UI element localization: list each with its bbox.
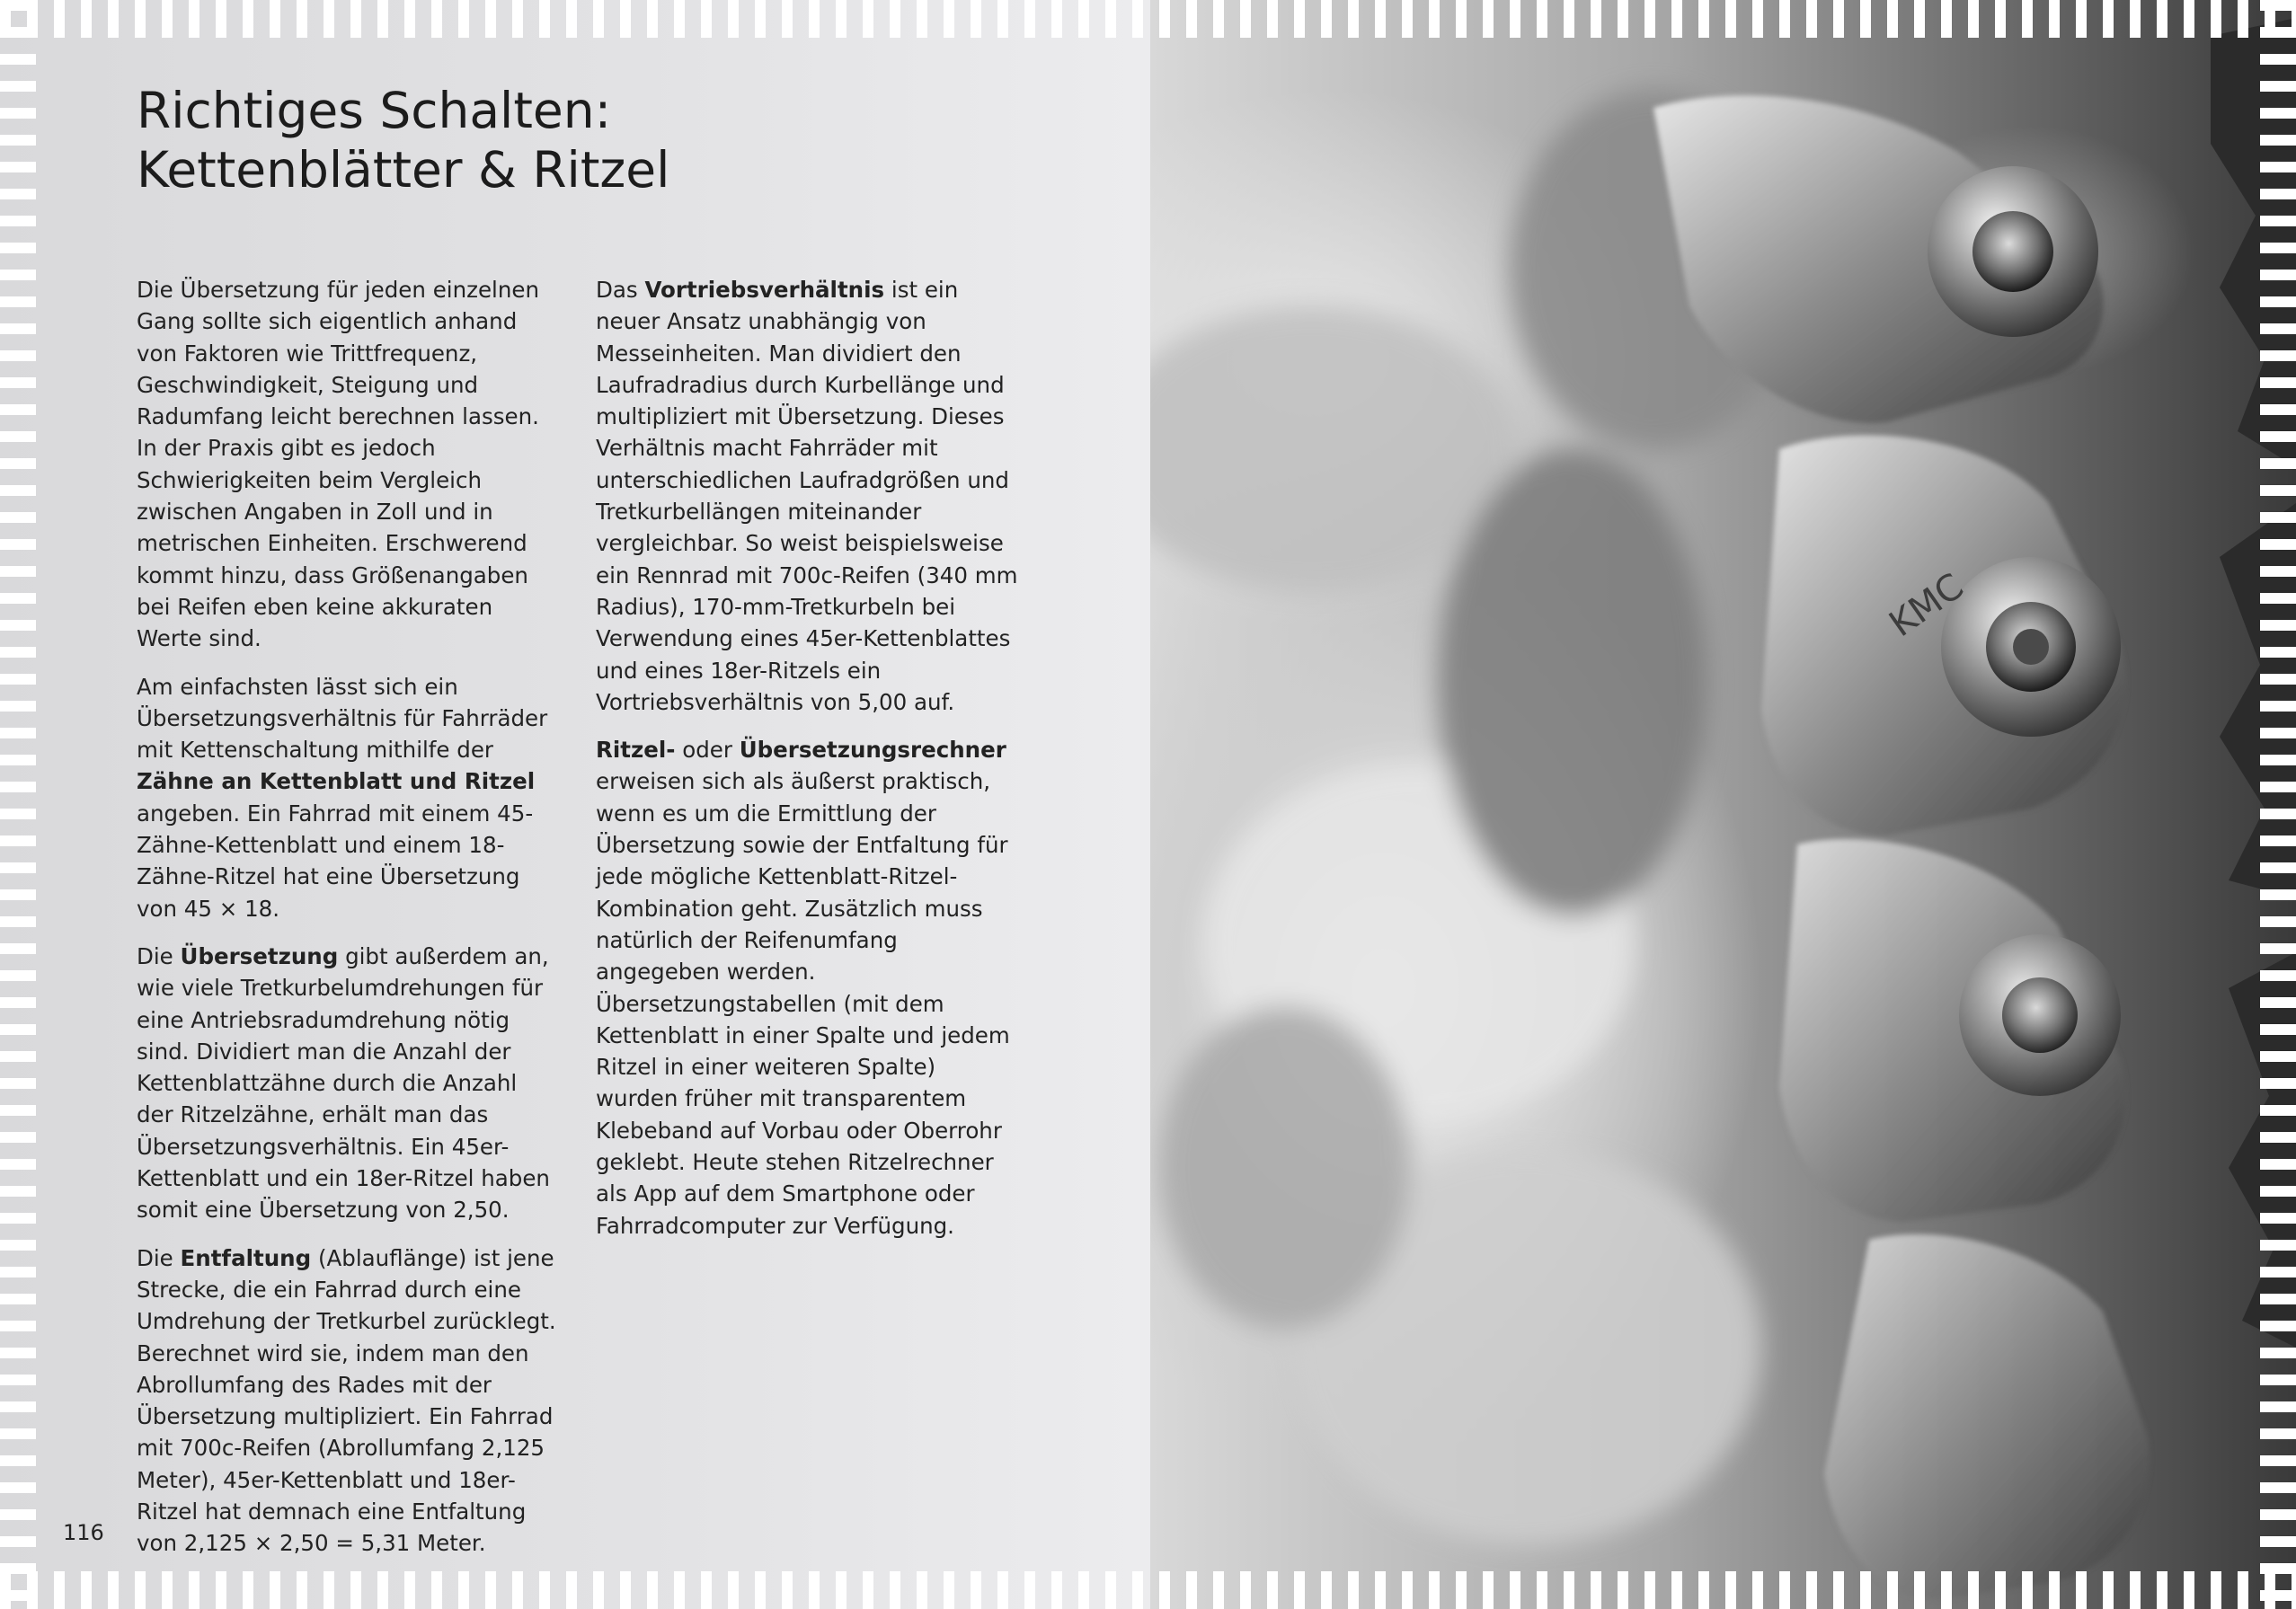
- chain-sprocket-image: [1150, 0, 2296, 1609]
- page-title: [137, 81, 669, 199]
- paragraph: Die Übersetzung gibt außerdem an, wie viele Tretkurbelumdrehungen für eine Antriebsradumdrehung nötig sind. Dividiert man die Anzahl der Kettenblattzähne durch die Anzahl der Ritzelzähne, erhält man das Übersetzungsverhältnis. Ein 45er-Kettenblatt und ein 18er-Ritzel haben somit eine Übersetzung von 2,50.: [137, 942, 550, 1224]
- barcode-border-right: [2260, 0, 2296, 1609]
- chain-photo: [1150, 0, 2296, 1609]
- paragraph: Die Entfaltung (Ablauflänge) ist jene Strecke, die ein Fahrrad durch eine Umdrehung der Tretkurbel zurücklegt. Berechnet wird sie, indem man den Abrollumfang des Rades mit der Übersetzung multipliziert. Ein Fahrrad mit 700c-Reifen (Abrollumfang 2,125 Meter), 45er-Kettenblatt und 18er-Ritzel hat demnach eine Entfaltung von 2,125 × 2,50 = 5,31 Meter.: [137, 1244, 556, 1557]
- page-number: 116: [63, 1520, 104, 1545]
- text-column-1: [137, 274, 559, 1576]
- paragraph: Die Übersetzung für jeden einzelnen Gang sollte sich eigentlich anhand von Faktoren wie Trittfrequenz, Geschwindigkeit, Steigung und Radumfang leicht berechnen lassen. In der Praxis gibt es jedoch Schwierigkeiten beim Vergleich zwischen Angaben in Zoll und in metrischen Einheiten. Erschwerend kommt hinzu, dass Größenangaben bei Reifen eben keine akkuraten Werte sind.: [137, 277, 539, 652]
- title-line-1: Richtiges Schalten:: [137, 82, 612, 139]
- barcode-border-left: [0, 0, 36, 1609]
- paragraph: Das Vortriebsverhältnis ist ein neuer Ansatz unabhängig von Messeinheiten. Man dividiert den Laufradradius durch Kurbellänge und multipliziert mit Übersetzung. Dieses Verhältnis macht Fahrräder mit unterschiedlichen Laufradgrößen und Tretkurbellängen miteinander vergleichbar. So weist beispielsweise ein Rennrad mit 700c-Reifen (340 mm Radius), 170-mm-Tretkurbeln bei Verwendung eines 45er-Kettenblattes und eines 18er-Ritzels ein Vortriebsverhältnis von 5,00 auf.: [596, 277, 1018, 715]
- barcode-border-bottom: [0, 1571, 2296, 1609]
- barcode-border-top: [0, 0, 2296, 38]
- text-column-2: [596, 274, 1018, 1258]
- chain-marking: KMC: [1882, 565, 1972, 646]
- paragraph: Am einfachsten lässt sich ein Übersetzungsverhältnis für Fahrräder mit Kettenschaltung mithilfe der Zähne an Kettenblatt und Ritzel angeben. Ein Fahrrad mit einem 45-Zähne-Kettenblatt und einem 18-Zähne-Ritzel hat eine Übersetzung von 45 × 18.: [137, 673, 548, 922]
- paragraph: Ritzel- oder Übersetzungsrechner erweisen sich als äußerst praktisch, wenn es um die Ermittlung der Übersetzung sowie der Entfaltung für jede mögliche Kettenblatt-Ritzel-Kombination geht. Zusätzlich muss natürlich der Reifenumfang angegeben werden. Übersetzungstabellen (mit dem Kettenblatt in einer Spalte und jedem Ritzel in einer weiteren Spalte) wurden früher mit transparentem Klebeband auf Vorbau oder Oberrohr geklebt. Heute stehen Ritzelrechner als App auf dem Smartphone oder Fahrradcomputer zur Verfügung.: [596, 737, 1010, 1239]
- title-line-2: Kettenblätter & Ritzel: [137, 141, 670, 199]
